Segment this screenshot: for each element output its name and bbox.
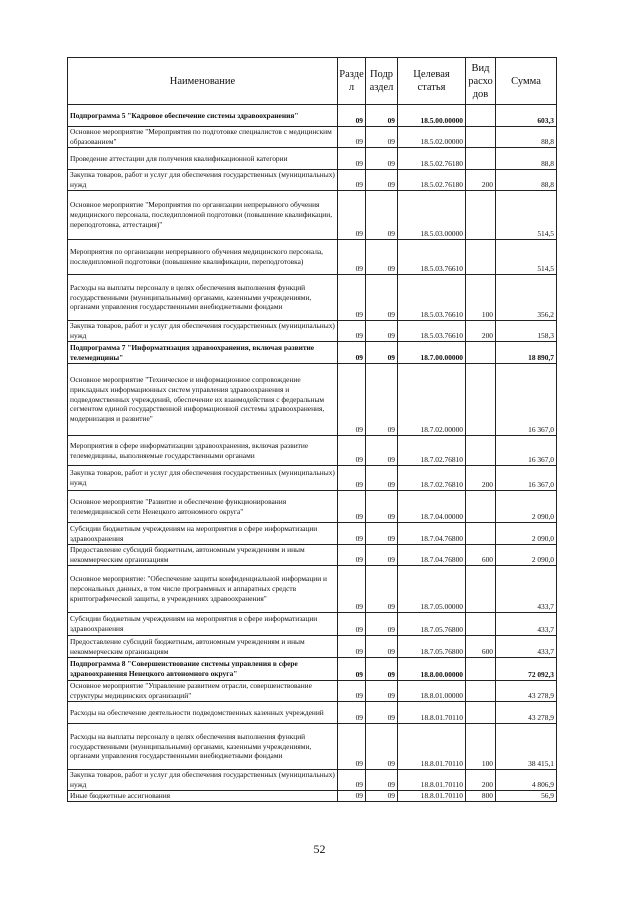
cell-summa: 603,3 (496, 105, 557, 127)
cell-vid: 200 (466, 466, 496, 491)
cell-podrazdel: 09 (366, 148, 398, 170)
cell-vid (466, 702, 496, 724)
cell-vid (466, 658, 496, 681)
table-row (68, 724, 557, 770)
cell-razdel: 09 (338, 681, 366, 702)
cell-podrazdel: 09 (366, 724, 398, 770)
cell-podrazdel: 09 (366, 436, 398, 466)
cell-vid: 200 (466, 321, 496, 342)
cell-vid: 200 (466, 770, 496, 791)
cell-razdel: 09 (338, 321, 366, 342)
table-row (68, 436, 557, 466)
cell-celevaya: 18.8.01.70110 (398, 791, 466, 802)
cell-vid: 800 (466, 791, 496, 802)
cell-podrazdel: 09 (366, 364, 398, 436)
cell-summa: 433,7 (496, 636, 557, 658)
table-row (68, 770, 557, 791)
cell-celevaya: 18.7.02.76810 (398, 436, 466, 466)
cell-podrazdel: 09 (366, 191, 398, 240)
cell-vid (466, 566, 496, 613)
cell-vid (466, 127, 496, 148)
page-number: 52 (313, 842, 326, 856)
cell-celevaya: 18.7.02.00000 (398, 364, 466, 436)
cell-summa: 514,5 (496, 191, 557, 240)
cell-vid (466, 436, 496, 466)
table-row (68, 613, 557, 636)
cell-celevaya: 18.7.04.00000 (398, 491, 466, 523)
cell-podrazdel: 09 (366, 170, 398, 191)
cell-summa: 16 367,0 (496, 466, 557, 491)
cell-razdel: 09 (338, 658, 366, 681)
cell-celevaya: 18.8.01.00000 (398, 681, 466, 702)
cell-summa: 16 367,0 (496, 364, 557, 436)
cell-razdel: 09 (338, 770, 366, 791)
cell-name: Закупка товаров, работ и услуг для обеспечения государственных (муниципальных) нужд (68, 321, 338, 342)
cell-celevaya: 18.8.00.00000 (398, 658, 466, 681)
cell-razdel: 09 (338, 523, 366, 545)
header-summa: Сумма (496, 58, 557, 105)
cell-name: Основное мероприятие: "Обеспечение защиты конфиденциальной информации и персональных данных, в том числе программных и аппаратных средств криптографической защиты, в учреждениях здравоохранения" (68, 566, 338, 613)
cell-celevaya: 18.8.01.70110 (398, 724, 466, 770)
table-row (68, 105, 557, 127)
header-name: Наименование (68, 58, 338, 105)
cell-podrazdel: 09 (366, 636, 398, 658)
cell-podrazdel: 09 (366, 545, 398, 566)
table-row (68, 791, 557, 802)
cell-vid (466, 240, 496, 275)
cell-name: Субсидии бюджетным учреждениям на мероприятия в сфере информатизации здравоохранения (68, 523, 338, 545)
cell-podrazdel: 09 (366, 702, 398, 724)
cell-celevaya: 18.5.03.76610 (398, 275, 466, 321)
header-podrazdel: Подр аздел (366, 58, 398, 105)
cell-celevaya: 18.5.02.76180 (398, 170, 466, 191)
cell-summa: 158,3 (496, 321, 557, 342)
cell-podrazdel: 09 (366, 321, 398, 342)
cell-vid: 600 (466, 545, 496, 566)
cell-podrazdel: 09 (366, 523, 398, 545)
cell-celevaya: 18.5.03.76610 (398, 240, 466, 275)
cell-name: Подпрограмма 5 "Кадровое обеспечение системы здравоохранения" (68, 105, 338, 127)
cell-celevaya: 18.7.00.00000 (398, 342, 466, 364)
table-row (68, 658, 557, 681)
cell-name: Основное мероприятие "Мероприятия по подготовке специалистов с медицинским образованием" (68, 127, 338, 148)
table-row (68, 191, 557, 240)
table-row (68, 523, 557, 545)
cell-razdel: 09 (338, 148, 366, 170)
cell-summa: 16 367,0 (496, 436, 557, 466)
cell-celevaya: 18.7.04.76800 (398, 523, 466, 545)
cell-summa: 2 090,0 (496, 491, 557, 523)
cell-vid (466, 191, 496, 240)
cell-razdel: 09 (338, 191, 366, 240)
cell-summa: 72 092,3 (496, 658, 557, 681)
cell-name: Основное мероприятие "Техническое и информационное сопровождение прикладных информационных систем управления здравоохранения и подведомственных учреждений, обеспечение их взаимодействия с федеральным сегментом единой государственной информационной системы здравоохранения, модернизация и развитие" (68, 364, 338, 436)
table-row (68, 566, 557, 613)
table-row (68, 321, 557, 342)
cell-razdel: 09 (338, 466, 366, 491)
cell-vid (466, 681, 496, 702)
cell-razdel: 09 (338, 491, 366, 523)
header-celevaya: Целевая статья (398, 58, 466, 105)
cell-podrazdel: 09 (366, 613, 398, 636)
cell-vid (466, 364, 496, 436)
cell-name: Основное мероприятие "Развитие и обеспечение функционирования телемедицинской сети Ненецкого автономного округа" (68, 491, 338, 523)
cell-summa: 433,7 (496, 566, 557, 613)
cell-razdel: 09 (338, 791, 366, 802)
cell-razdel: 09 (338, 364, 366, 436)
cell-name: Закупка товаров, работ и услуг для обеспечения государственных (муниципальных) нужд (68, 466, 338, 491)
table-body (68, 105, 557, 802)
cell-podrazdel: 09 (366, 491, 398, 523)
cell-name: Субсидии бюджетным учреждениям на мероприятия в сфере информатизации здравоохранения (68, 613, 338, 636)
cell-summa: 88,8 (496, 170, 557, 191)
cell-razdel: 09 (338, 545, 366, 566)
cell-vid (466, 342, 496, 364)
cell-name: Закупка товаров, работ и услуг для обеспечения государственных (муниципальных) нужд (68, 770, 338, 791)
table-row (68, 240, 557, 275)
table-row (68, 170, 557, 191)
cell-celevaya: 18.7.02.76810 (398, 466, 466, 491)
cell-summa: 38 415,1 (496, 724, 557, 770)
table-row (68, 681, 557, 702)
header-vid: Вид расхо дов (466, 58, 496, 105)
cell-podrazdel: 09 (366, 681, 398, 702)
cell-celevaya: 18.7.05.00000 (398, 566, 466, 613)
cell-vid (466, 491, 496, 523)
cell-celevaya: 18.7.05.76800 (398, 613, 466, 636)
cell-summa: 88,8 (496, 148, 557, 170)
cell-razdel: 09 (338, 342, 366, 364)
cell-podrazdel: 09 (366, 658, 398, 681)
cell-vid (466, 148, 496, 170)
table-row (68, 275, 557, 321)
cell-summa: 2 090,0 (496, 545, 557, 566)
cell-podrazdel: 09 (366, 791, 398, 802)
cell-name: Основное мероприятие "Мероприятия по организации непрерывного обучения медицинского персонала, последипломной подготовки (повышение квалификации, переподготовка, аттестация)" (68, 191, 338, 240)
table-row (68, 364, 557, 436)
cell-podrazdel: 09 (366, 770, 398, 791)
table-row (68, 127, 557, 148)
cell-celevaya: 18.7.04.76800 (398, 545, 466, 566)
cell-vid (466, 613, 496, 636)
cell-summa: 433,7 (496, 613, 557, 636)
cell-celevaya: 18.5.00.00000 (398, 105, 466, 127)
cell-razdel: 09 (338, 436, 366, 466)
cell-razdel: 09 (338, 566, 366, 613)
cell-name: Подпрограмма 7 "Информатизация здравоохранения, включая развитие телемедицины" (68, 342, 338, 364)
cell-celevaya: 18.5.02.00000 (398, 127, 466, 148)
table-row (68, 466, 557, 491)
cell-razdel: 09 (338, 275, 366, 321)
cell-summa: 18 890,7 (496, 342, 557, 364)
header-razdel: Разде л (338, 58, 366, 105)
cell-podrazdel: 09 (366, 566, 398, 613)
cell-podrazdel: 09 (366, 240, 398, 275)
table-row (68, 148, 557, 170)
cell-name: Мероприятия в сфере информатизации здравоохранения, включая развитие телемедицины, выполняемые государственными органами (68, 436, 338, 466)
cell-summa: 4 806,9 (496, 770, 557, 791)
cell-vid (466, 105, 496, 127)
table-row (68, 636, 557, 658)
cell-name: Закупка товаров, работ и услуг для обеспечения государственных (муниципальных) нужд (68, 170, 338, 191)
cell-razdel: 09 (338, 170, 366, 191)
cell-vid: 600 (466, 636, 496, 658)
cell-podrazdel: 09 (366, 105, 398, 127)
table-row (68, 491, 557, 523)
cell-podrazdel: 09 (366, 127, 398, 148)
cell-summa: 56,9 (496, 791, 557, 802)
cell-summa: 43 278,9 (496, 681, 557, 702)
cell-razdel: 09 (338, 724, 366, 770)
cell-name: Расходы на выплаты персоналу в целях обеспечения выполнения функций государственными (муниципальными) органами, казенными учреждениями, органами управления государственными внебюджетными фондами (68, 275, 338, 321)
cell-summa: 88,8 (496, 127, 557, 148)
cell-name: Мероприятия по организации непрерывного обучения медицинского персонала, последипломной подготовки (повышение квалификации, переподготовка) (68, 240, 338, 275)
cell-podrazdel: 09 (366, 275, 398, 321)
cell-name: Подпрограмма 8 "Совершенствование системы управления в сфере здравоохранения Ненецкого автономного округа" (68, 658, 338, 681)
table-row (68, 702, 557, 724)
cell-name: Расходы на выплаты персоналу в целях обеспечения выполнения функций государственными (муниципальными) органами, казенными учреждениями, органами управления государственными внебюджетными фондами (68, 724, 338, 770)
cell-celevaya: 18.5.02.76180 (398, 148, 466, 170)
cell-celevaya: 18.5.03.00000 (398, 191, 466, 240)
cell-name: Предоставление субсидий бюджетным, автономным учреждениям и иным некоммерческим организациям (68, 545, 338, 566)
cell-name: Проведение аттестации для получения квалификационной категории (68, 148, 338, 170)
cell-summa: 514,5 (496, 240, 557, 275)
table-row (68, 342, 557, 364)
cell-summa: 2 090,0 (496, 523, 557, 545)
cell-summa: 356,2 (496, 275, 557, 321)
table-row (68, 545, 557, 566)
cell-name: Основное мероприятие "Управление развитием отрасли, совершенствование структуры медицинских организаций" (68, 681, 338, 702)
table-header-row (68, 58, 557, 105)
cell-vid: 100 (466, 724, 496, 770)
cell-celevaya: 18.8.01.70110 (398, 770, 466, 791)
cell-razdel: 09 (338, 613, 366, 636)
cell-razdel: 09 (338, 127, 366, 148)
cell-razdel: 09 (338, 636, 366, 658)
cell-vid: 100 (466, 275, 496, 321)
cell-vid: 200 (466, 170, 496, 191)
cell-celevaya: 18.8.01.70110 (398, 702, 466, 724)
cell-summa: 43 278,9 (496, 702, 557, 724)
cell-vid (466, 523, 496, 545)
cell-razdel: 09 (338, 702, 366, 724)
budget-table (67, 57, 557, 802)
cell-razdel: 09 (338, 240, 366, 275)
cell-name: Иные бюджетные ассигнования (68, 791, 338, 802)
cell-name: Предоставление субсидий бюджетным, автономным учреждениям и иным некоммерческим организациям (68, 636, 338, 658)
cell-name: Расходы на обеспечение деятельности подведомственных казенных учреждений (68, 702, 338, 724)
cell-podrazdel: 09 (366, 466, 398, 491)
cell-celevaya: 18.7.05.76800 (398, 636, 466, 658)
cell-podrazdel: 09 (366, 342, 398, 364)
cell-celevaya: 18.5.03.76610 (398, 321, 466, 342)
cell-razdel: 09 (338, 105, 366, 127)
